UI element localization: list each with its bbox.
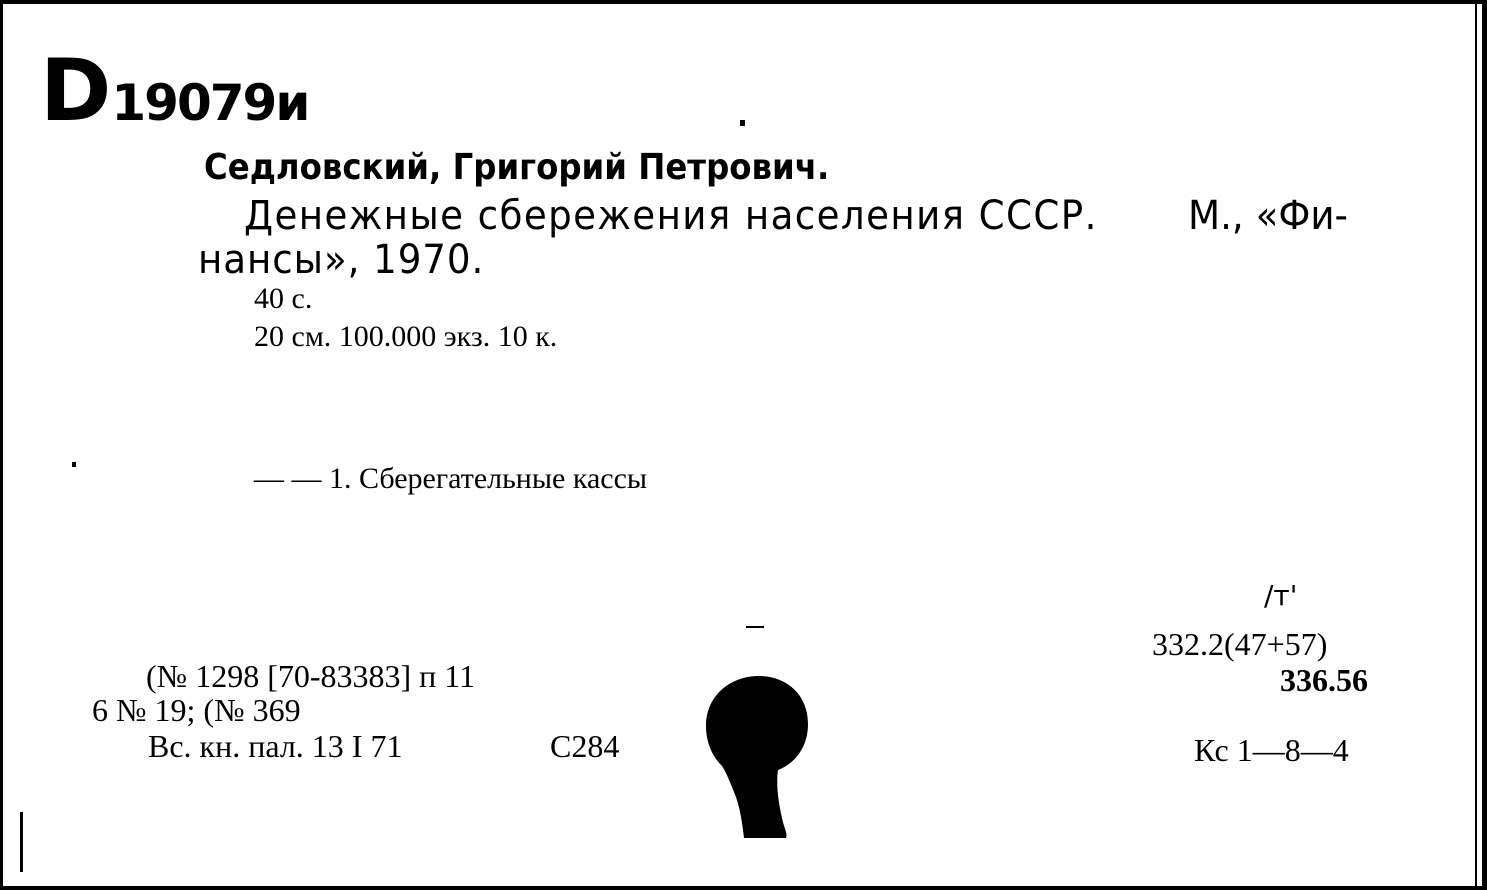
subject-heading: — — 1. Сберегательные кассы xyxy=(254,462,648,495)
ink-speck xyxy=(740,120,745,126)
ink-speck xyxy=(746,626,764,628)
classification-mark: /т' xyxy=(1264,579,1298,612)
call-number xyxy=(40,41,309,141)
registry-line-1: (№ 1298 [70-83383] п 11 xyxy=(146,658,476,694)
classification-code-1: 332.2(47+57) xyxy=(1152,626,1328,662)
title-line-2: нансы», 1970. xyxy=(198,237,485,283)
page-count: 40 с. xyxy=(254,282,313,315)
card-border-bottom xyxy=(0,886,1487,890)
registry-line-2: 6 № 19; (№ 369 xyxy=(92,692,301,728)
classification-code-2: 336.56 xyxy=(1280,662,1368,698)
card-border-right-inner xyxy=(1475,0,1477,890)
ink-speck xyxy=(72,462,76,467)
price-code: С284 xyxy=(550,728,620,764)
author-heading: Седловский, Григорий Петрович. xyxy=(204,147,830,188)
registry-line-3: Вс. кн. пал. 13 I 71 xyxy=(148,728,403,764)
kc-code: Кс 1—8—4 xyxy=(1194,732,1349,768)
call-number-value: 19079и xyxy=(111,74,309,132)
card-border-left xyxy=(0,0,3,890)
card-border-right xyxy=(1482,0,1487,890)
call-number-letter: D xyxy=(40,41,112,141)
physical-description: 20 см. 100.000 экз. 10 к. xyxy=(254,320,558,353)
publisher-line-1: М., «Фи- xyxy=(1188,193,1348,239)
title-line-1: Денежные сбережения населения СССР. xyxy=(244,193,1098,239)
punch-hole-blot xyxy=(704,672,814,842)
stray-pen-mark xyxy=(20,812,23,872)
card-border-top xyxy=(0,0,1487,4)
